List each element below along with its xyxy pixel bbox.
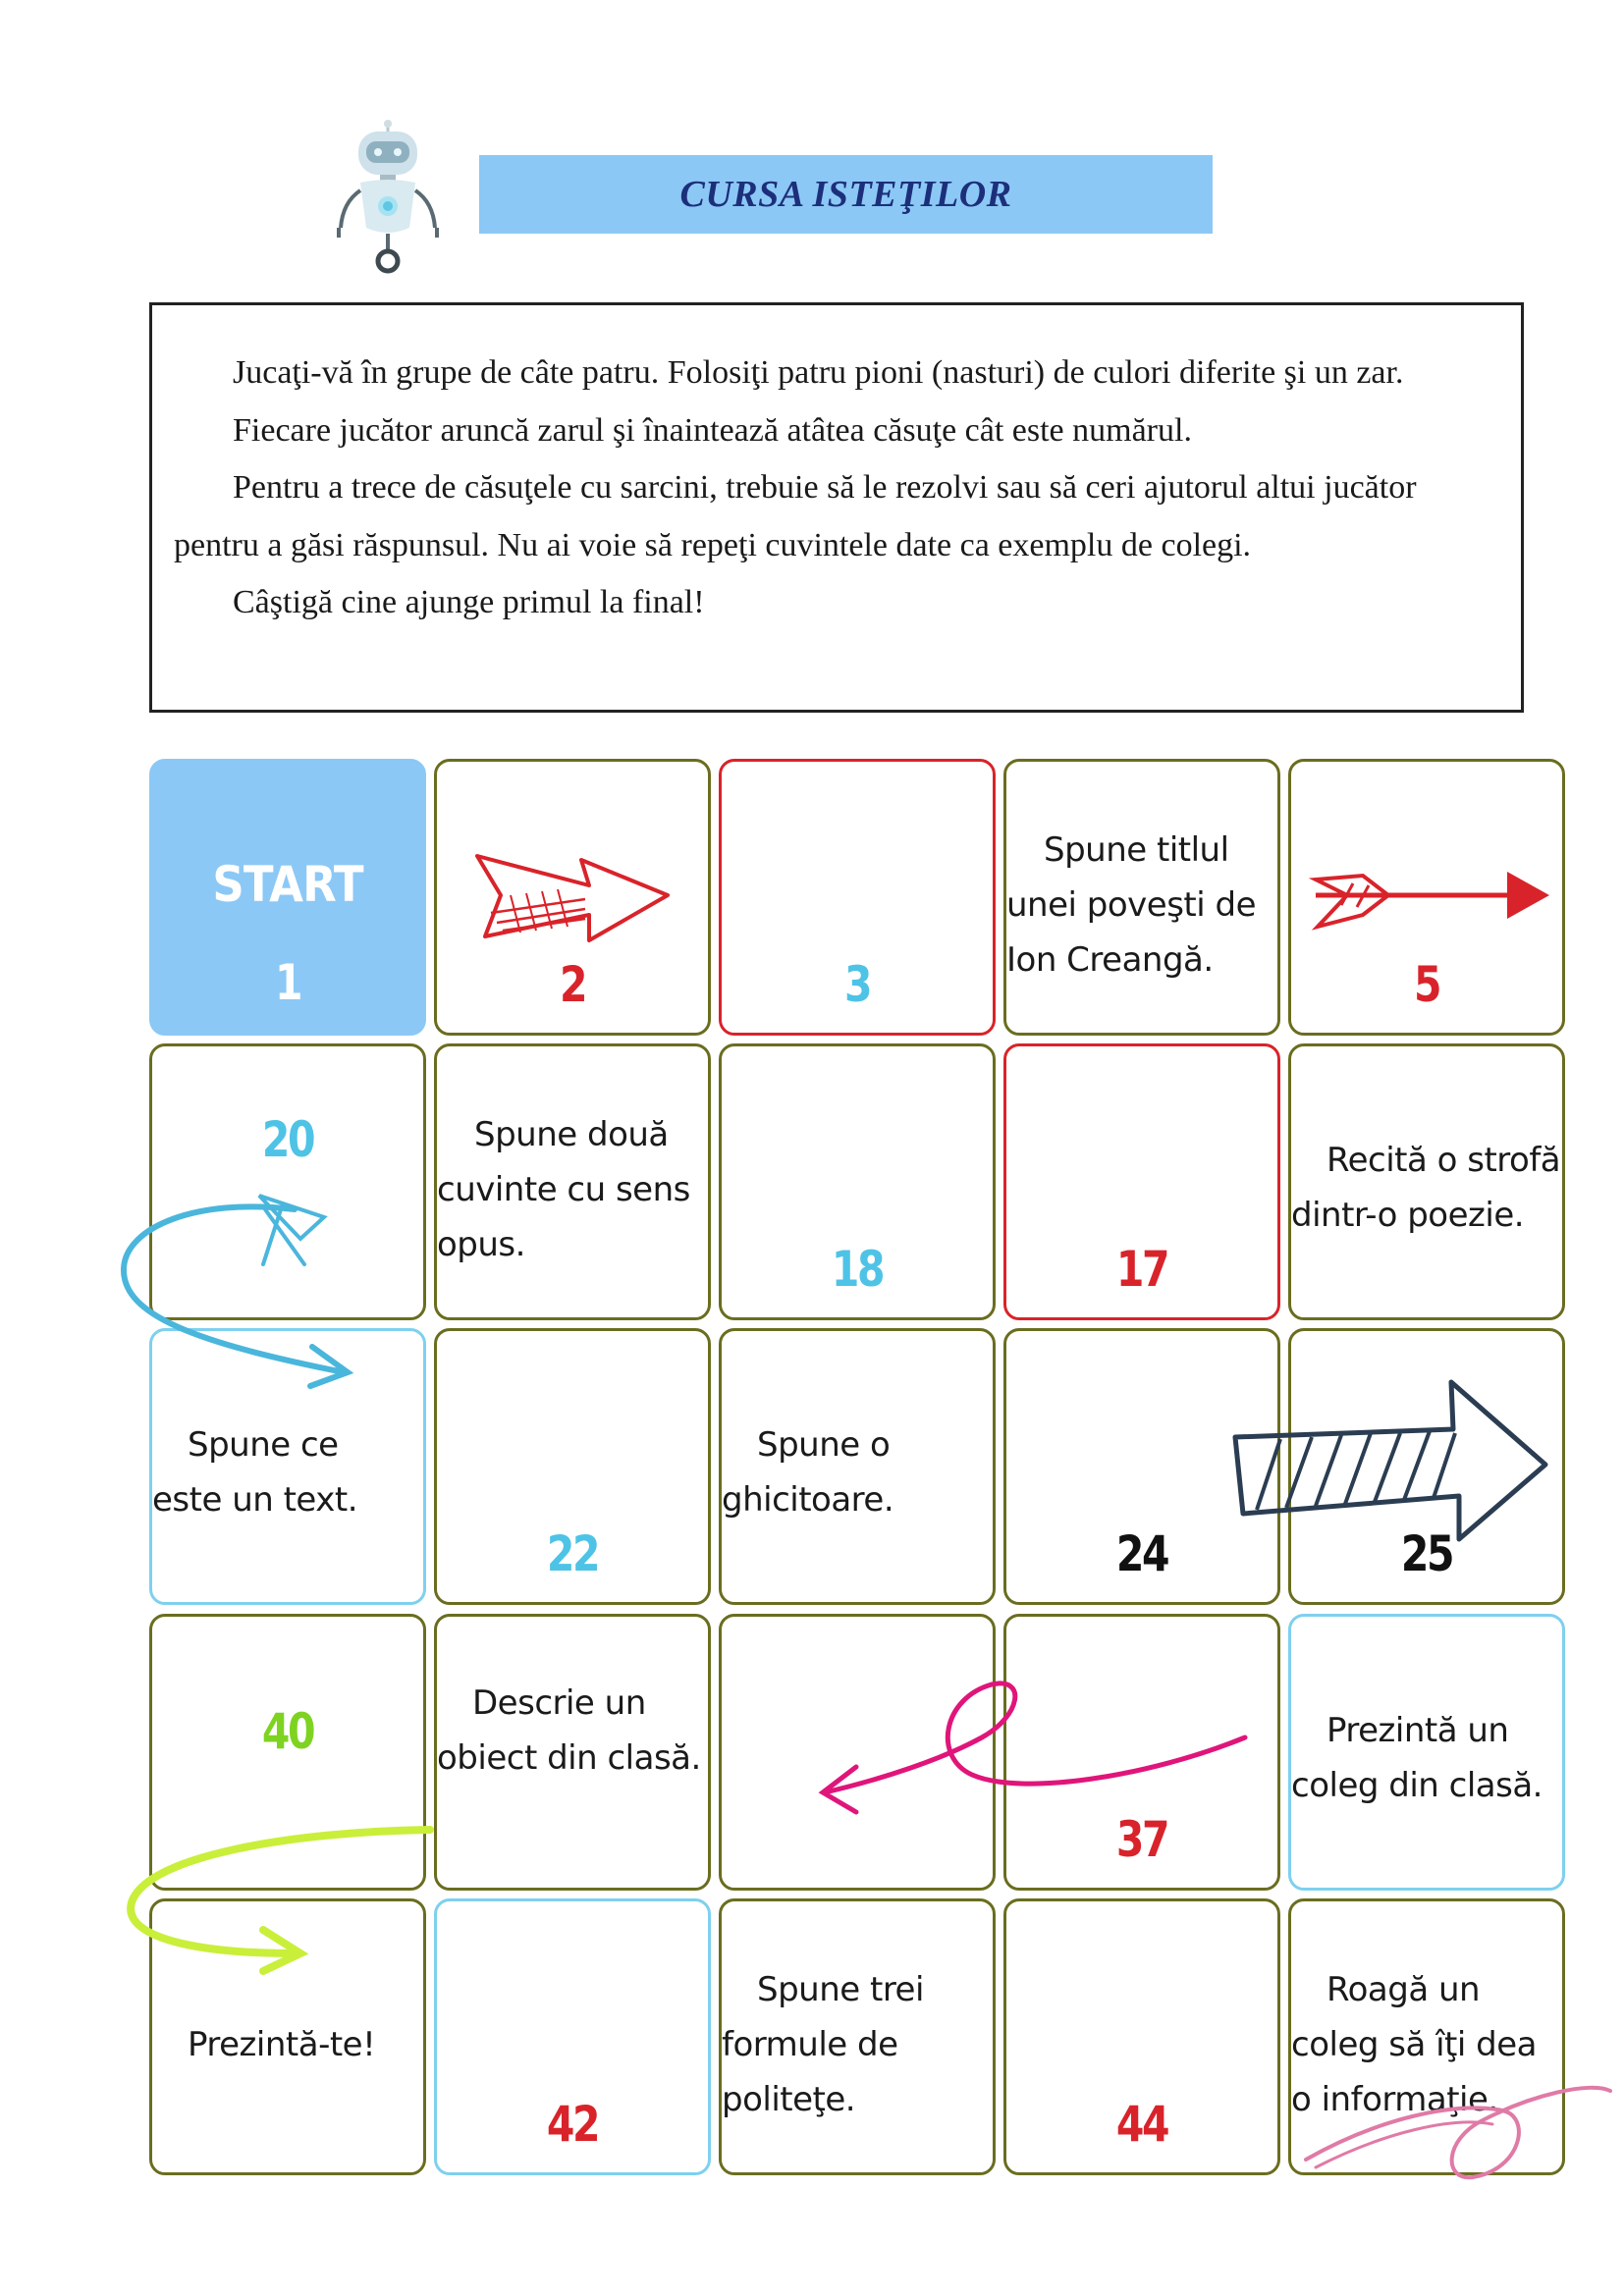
cell-number: 20	[261, 1111, 314, 1168]
cell-number: 3	[843, 956, 871, 1013]
board-cell-5	[1288, 759, 1565, 1036]
board-cell-24	[1003, 1898, 1280, 2175]
start-label: START	[212, 856, 363, 913]
cell-number: 40	[261, 1703, 314, 1760]
cell-task-line: Prezintă un	[1326, 1711, 1509, 1750]
cell-task-line: Recită o strofă	[1326, 1141, 1561, 1180]
cell-number: 37	[1115, 1811, 1168, 1868]
cell-task-line: Spune două	[474, 1115, 669, 1154]
cell-number: 22	[546, 1525, 599, 1582]
board-cell-12	[434, 1328, 711, 1605]
board-cell-18	[719, 1614, 996, 1891]
board-cell-7	[434, 1043, 711, 1320]
cell-task-line: Spune o	[757, 1425, 891, 1465]
cell-task-line: dintr-o poezie.	[1291, 1196, 1525, 1235]
board-cell-22	[434, 1898, 711, 2175]
board-cell-23	[719, 1898, 996, 2175]
page-title: CURSA ISTEŢILOR	[479, 155, 1213, 234]
board-cell-14	[1003, 1328, 1280, 1605]
cell-task-line: o informaţie.	[1291, 2080, 1498, 2119]
board-cell-11	[149, 1328, 426, 1605]
rule-3: Pentru a trece de căsuţele cu sarcini, trebuie să le rezolvi sau să ceri ajutorul altui jucător pentru a găsi răspunsul. Nu ai voie să repeţi cuvintele date ca exemplu de colegi.	[174, 469, 1417, 563]
board-cell-10	[1288, 1043, 1565, 1320]
cell-task-line: formule de	[722, 2025, 898, 2064]
board-cell-16	[149, 1614, 426, 1891]
board-cell-4	[1003, 759, 1280, 1036]
cell-task-line: Spune trei	[757, 1970, 924, 2009]
cell-number: 44	[1115, 2096, 1168, 2153]
board-cell-2	[434, 759, 711, 1036]
cell-task-line: Prezintă-te!	[188, 2025, 376, 2064]
cell-number: 17	[1115, 1241, 1168, 1298]
cell-task-line: este un text.	[152, 1480, 358, 1520]
cell-task-line: coleg să îţi dea	[1291, 2025, 1537, 2064]
board-cell-15	[1288, 1328, 1565, 1605]
board-cell-1	[149, 759, 426, 1036]
cell-task-line: unei poveşti de	[1006, 885, 1256, 925]
board-cell-6	[149, 1043, 426, 1320]
cell-task-line: Ion Creangă.	[1006, 940, 1214, 980]
board-cell-19	[1003, 1614, 1280, 1891]
cell-task-line: opus.	[437, 1225, 525, 1264]
robot-icon	[329, 118, 447, 280]
cell-number: 2	[559, 956, 586, 1013]
rules-box	[149, 302, 1524, 713]
cell-number: 42	[546, 2096, 599, 2153]
cell-number: 5	[1413, 956, 1440, 1013]
cell-number: 18	[831, 1241, 884, 1298]
cell-task-line: Roagă un	[1326, 1970, 1481, 2009]
rule-4: Câştigă cine ajunge primul la final!	[233, 584, 705, 620]
cell-task-line: Spune ce	[188, 1425, 339, 1465]
cell-task-line: coleg din clasă.	[1291, 1766, 1543, 1805]
board-cell-20	[1288, 1614, 1565, 1891]
cell-task-line: ghicitoare.	[722, 1480, 894, 1520]
board-cell-25	[1288, 1898, 1565, 2175]
cell-number: 24	[1115, 1525, 1168, 1582]
board-cell-21	[149, 1898, 426, 2175]
cell-task-line: cuvinte cu sens	[437, 1170, 690, 1209]
cell-task-line: politeţe.	[722, 2080, 856, 2119]
cell-task-line: Descrie un	[472, 1683, 646, 1723]
board-cell-17	[434, 1614, 711, 1891]
cell-number: 1	[274, 954, 301, 1011]
rule-2: Fiecare jucător aruncă zarul şi înaintează atâtea căsuţe cât este numărul.	[233, 411, 1192, 449]
board-cell-9	[1003, 1043, 1280, 1320]
cell-task-line: Spune titlul	[1044, 830, 1229, 870]
board-cell-8	[719, 1043, 996, 1320]
board-cell-3	[719, 759, 996, 1036]
cell-number: 25	[1400, 1525, 1453, 1582]
rule-1: Jucaţi-vă în grupe de câte patru. Folosiţi patru pioni (nasturi) de culori diferite şi un zar.	[233, 354, 1404, 391]
cell-task-line: obiect din clasă.	[437, 1738, 701, 1778]
board-cell-13	[719, 1328, 996, 1605]
